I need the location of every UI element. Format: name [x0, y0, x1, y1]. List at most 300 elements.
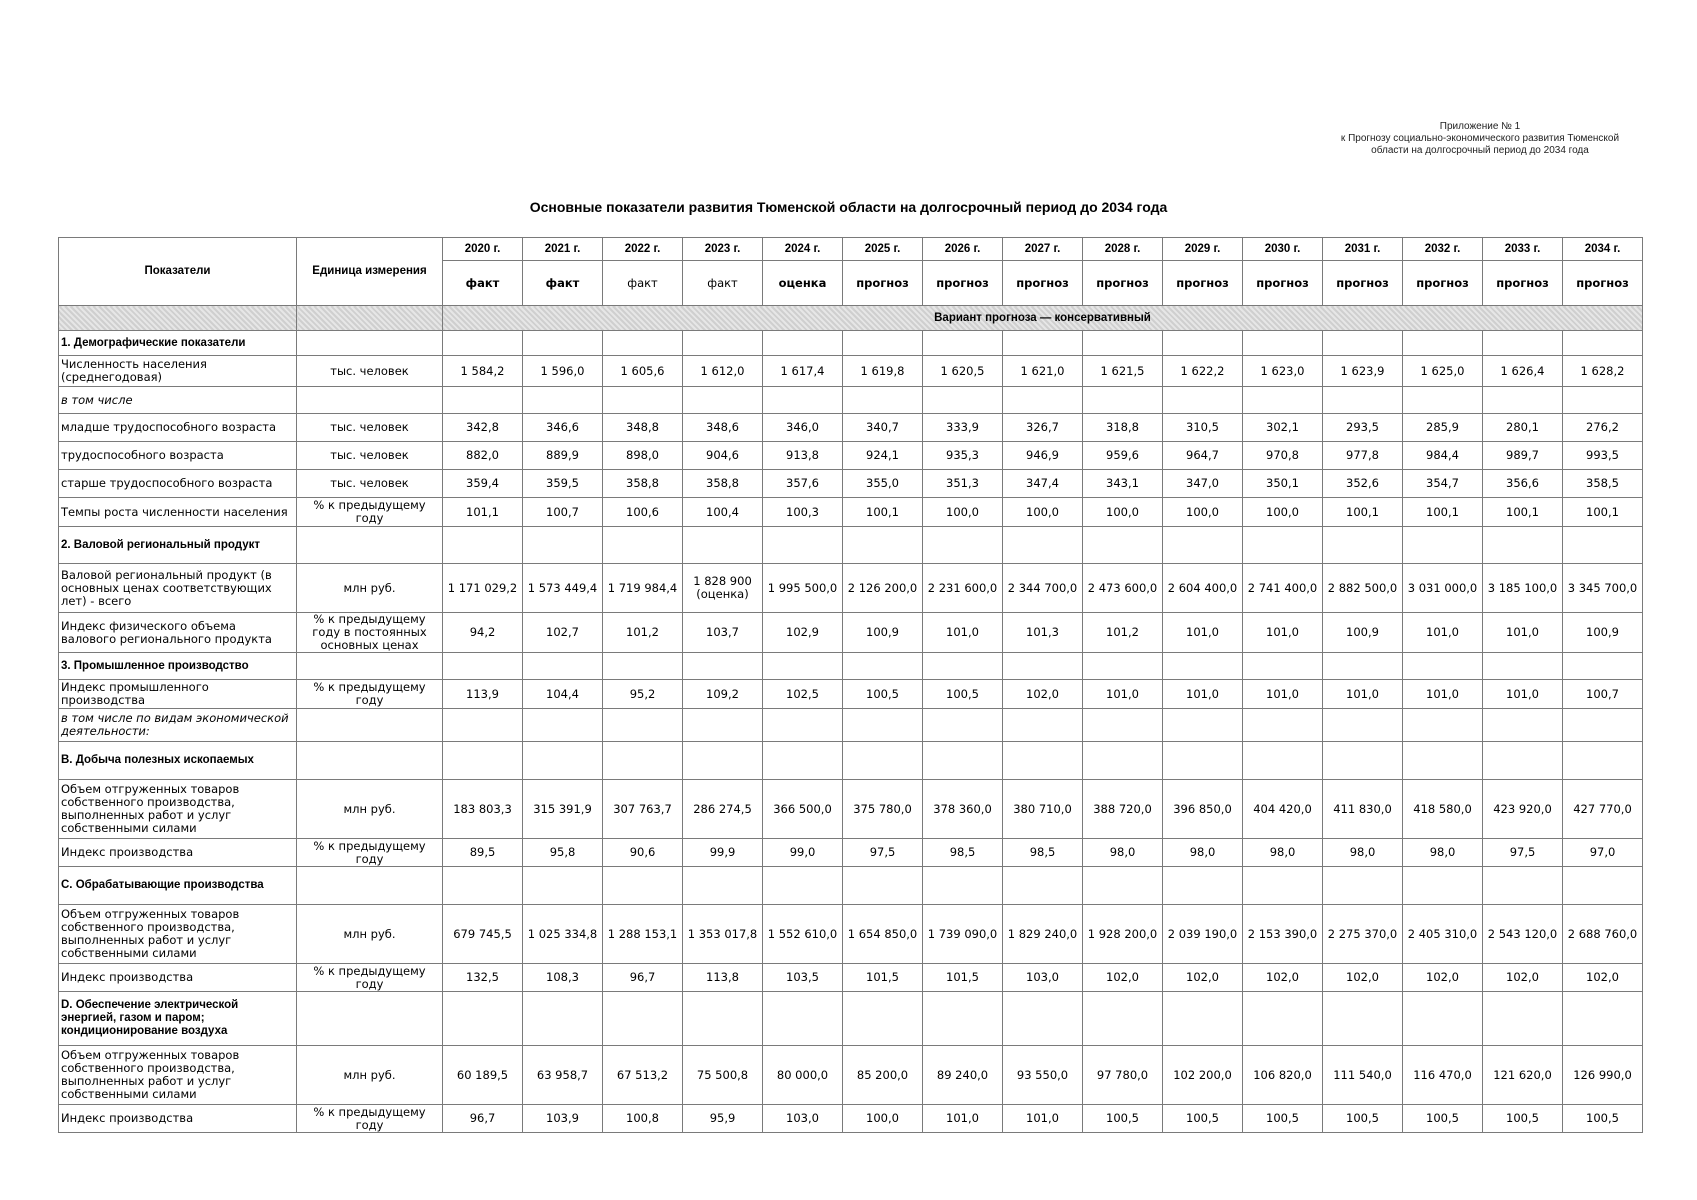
subsection-title: D. Обеспечение электрической энергией, газом и паром; кондиционирование воздуха — [59, 992, 297, 1046]
value-cell — [1243, 709, 1323, 742]
value-cell — [843, 709, 923, 742]
value-cell: 100,5 — [843, 680, 923, 709]
value-cell — [443, 387, 523, 414]
value-cell: 882,0 — [443, 442, 523, 470]
indicator-name: Индекс производства — [59, 964, 297, 992]
value-cell — [1003, 387, 1083, 414]
value-cell: 315 391,9 — [523, 780, 603, 839]
value-cell — [1003, 992, 1083, 1046]
value-cell — [1323, 709, 1403, 742]
value-cell: 1 621,0 — [1003, 356, 1083, 387]
appendix-line-3: области на долгосрочный период до 2034 года — [1371, 145, 1589, 156]
header-year: 2025 г. — [843, 238, 923, 261]
value-cell: 358,8 — [683, 470, 763, 498]
value-cell: 113,9 — [443, 680, 523, 709]
unit-cell — [297, 709, 443, 742]
value-cell: 100,9 — [1323, 613, 1403, 653]
value-cell: 935,3 — [923, 442, 1003, 470]
unit-cell: % к предыдущему году — [297, 964, 443, 992]
value-cell: 1 623,0 — [1243, 356, 1323, 387]
document-title: Основные показатели развития Тюменской области на долгосрочный период до 2034 года — [529, 199, 1168, 215]
value-cell — [603, 742, 683, 780]
value-cell: 310,5 — [1163, 414, 1243, 442]
value-cell — [923, 653, 1003, 680]
value-cell: 355,0 — [843, 470, 923, 498]
value-cell: 1 626,4 — [1483, 356, 1563, 387]
value-cell: 346,6 — [523, 414, 603, 442]
value-cell: 102 200,0 — [1163, 1046, 1243, 1105]
value-cell: 285,9 — [1403, 414, 1483, 442]
value-cell — [443, 742, 523, 780]
value-cell — [1243, 331, 1323, 356]
value-cell — [1323, 331, 1403, 356]
value-cell: 98,0 — [1083, 839, 1163, 867]
value-cell: 1 621,5 — [1083, 356, 1163, 387]
value-cell — [1563, 653, 1643, 680]
unit-cell: млн руб. — [297, 564, 443, 613]
value-cell: 679 745,5 — [443, 905, 523, 964]
value-cell: 98,0 — [1163, 839, 1243, 867]
value-cell: 352,6 — [1323, 470, 1403, 498]
value-cell: 100,5 — [1403, 1105, 1483, 1133]
value-cell: 103,0 — [763, 1105, 843, 1133]
value-cell — [683, 653, 763, 680]
value-cell: 100,6 — [603, 498, 683, 527]
value-cell: 1 654 850,0 — [843, 905, 923, 964]
table-row — [59, 387, 1643, 414]
value-cell: 101,3 — [1003, 613, 1083, 653]
value-cell — [683, 527, 763, 564]
value-cell: 293,5 — [1323, 414, 1403, 442]
value-cell: 970,8 — [1243, 442, 1323, 470]
value-cell: 80 000,0 — [763, 1046, 843, 1105]
value-cell: 100,0 — [1083, 498, 1163, 527]
header-status: прогноз — [1163, 261, 1243, 306]
value-cell — [1403, 867, 1483, 905]
value-cell — [1323, 387, 1403, 414]
value-cell — [683, 867, 763, 905]
value-cell: 96,7 — [443, 1105, 523, 1133]
value-cell — [603, 709, 683, 742]
value-cell: 1 620,5 — [923, 356, 1003, 387]
value-cell: 101,0 — [1003, 1105, 1083, 1133]
value-cell — [1483, 653, 1563, 680]
section-title: 3. Промышленное производство — [59, 653, 297, 680]
value-cell — [843, 992, 923, 1046]
unit-cell — [297, 331, 443, 356]
value-cell: 98,5 — [923, 839, 1003, 867]
value-cell: 375 780,0 — [843, 780, 923, 839]
value-cell: 94,2 — [443, 613, 523, 653]
value-cell: 101,0 — [1083, 680, 1163, 709]
value-cell — [603, 527, 683, 564]
value-cell: 343,1 — [1083, 470, 1163, 498]
value-cell: 346,0 — [763, 414, 843, 442]
value-cell: 116 470,0 — [1403, 1046, 1483, 1105]
unit-cell: тыс. человек — [297, 356, 443, 387]
value-cell — [1403, 527, 1483, 564]
value-cell — [1083, 653, 1163, 680]
indicator-name: Индекс производства — [59, 1105, 297, 1133]
unit-cell — [297, 527, 443, 564]
unit-cell: % к предыдущему году в постоянных основных ценах — [297, 613, 443, 653]
value-cell: 101,2 — [603, 613, 683, 653]
value-cell: 100,5 — [1163, 1105, 1243, 1133]
value-cell — [523, 867, 603, 905]
value-cell: 358,5 — [1563, 470, 1643, 498]
value-cell: 89 240,0 — [923, 1046, 1003, 1105]
value-cell: 348,8 — [603, 414, 683, 442]
indicator-name: Темпы роста численности населения — [59, 498, 297, 527]
value-cell: 359,5 — [523, 470, 603, 498]
unit-cell — [297, 653, 443, 680]
value-cell: 101,0 — [1403, 680, 1483, 709]
value-cell: 103,0 — [1003, 964, 1083, 992]
indicator-name: Валовой региональный продукт (в основных ценах соответствующих лет) - всего — [59, 564, 297, 613]
value-cell: 102,9 — [763, 613, 843, 653]
variant-label: Вариант прогноза — консервативный — [443, 306, 1643, 331]
value-cell: 1 617,4 — [763, 356, 843, 387]
value-cell — [603, 331, 683, 356]
unit-cell: тыс. человек — [297, 442, 443, 470]
value-cell: 318,8 — [1083, 414, 1163, 442]
value-cell — [763, 527, 843, 564]
value-cell: 113,8 — [683, 964, 763, 992]
value-cell — [683, 992, 763, 1046]
header-year: 2034 г. — [1563, 238, 1643, 261]
value-cell: 102,0 — [1403, 964, 1483, 992]
value-cell: 101,0 — [1403, 613, 1483, 653]
value-cell: 326,7 — [1003, 414, 1083, 442]
value-cell: 347,4 — [1003, 470, 1083, 498]
value-cell: 350,1 — [1243, 470, 1323, 498]
value-cell: 100,8 — [603, 1105, 683, 1133]
value-cell — [843, 331, 923, 356]
value-cell: 380 710,0 — [1003, 780, 1083, 839]
value-cell: 98,0 — [1323, 839, 1403, 867]
value-cell — [1483, 709, 1563, 742]
value-cell: 101,0 — [1243, 613, 1323, 653]
value-cell: 964,7 — [1163, 442, 1243, 470]
appendix-line-1: Приложение № 1 — [1439, 121, 1521, 132]
value-cell: 1 353 017,8 — [683, 905, 763, 964]
value-cell — [1323, 867, 1403, 905]
value-cell — [1083, 709, 1163, 742]
value-cell — [1323, 653, 1403, 680]
value-cell — [1483, 992, 1563, 1046]
value-cell — [1003, 742, 1083, 780]
table-row — [59, 527, 1643, 564]
value-cell — [923, 742, 1003, 780]
value-cell — [1483, 331, 1563, 356]
value-cell — [1403, 653, 1483, 680]
value-cell: 100,3 — [763, 498, 843, 527]
subsection-title: C. Обрабатывающие производства — [59, 867, 297, 905]
value-cell — [763, 867, 843, 905]
value-cell — [1163, 867, 1243, 905]
value-cell — [1403, 742, 1483, 780]
value-cell: 307 763,7 — [603, 780, 683, 839]
value-cell: 75 500,8 — [683, 1046, 763, 1105]
value-cell: 97,5 — [843, 839, 923, 867]
value-cell: 1 596,0 — [523, 356, 603, 387]
value-cell: 101,0 — [1163, 680, 1243, 709]
indicator-name: Объем отгруженных товаров собственного производства, выполненных работ и услуг собственными силами — [59, 905, 297, 964]
value-cell: 99,0 — [763, 839, 843, 867]
value-cell — [1563, 742, 1643, 780]
value-cell: 357,6 — [763, 470, 843, 498]
value-cell: 348,6 — [683, 414, 763, 442]
value-cell — [443, 709, 523, 742]
value-cell: 126 990,0 — [1563, 1046, 1643, 1105]
table-row — [59, 680, 1643, 709]
value-cell: 100,9 — [843, 613, 923, 653]
value-cell: 333,9 — [923, 414, 1003, 442]
section-title: 1. Демографические показатели — [59, 331, 297, 356]
header-year: 2024 г. — [763, 238, 843, 261]
value-cell: 959,6 — [1083, 442, 1163, 470]
value-cell: 90,6 — [603, 839, 683, 867]
value-cell: 359,4 — [443, 470, 523, 498]
value-cell: 1 605,6 — [603, 356, 683, 387]
value-cell: 358,8 — [603, 470, 683, 498]
value-cell: 2 231 600,0 — [923, 564, 1003, 613]
value-cell: 2 275 370,0 — [1323, 905, 1403, 964]
value-cell: 1 719 984,4 — [603, 564, 683, 613]
header-year: 2022 г. — [603, 238, 683, 261]
value-cell: 396 850,0 — [1163, 780, 1243, 839]
value-cell: 98,5 — [1003, 839, 1083, 867]
value-cell — [523, 709, 603, 742]
value-cell: 102,0 — [1003, 680, 1083, 709]
value-cell: 100,5 — [1323, 1105, 1403, 1133]
value-cell — [1163, 742, 1243, 780]
indicator-name: старше трудоспособного возраста — [59, 470, 297, 498]
value-cell: 95,8 — [523, 839, 603, 867]
value-cell: 351,3 — [923, 470, 1003, 498]
value-cell: 100,1 — [1323, 498, 1403, 527]
unit-cell — [297, 387, 443, 414]
table-row — [59, 470, 1643, 498]
value-cell — [843, 387, 923, 414]
value-cell: 347,0 — [1163, 470, 1243, 498]
value-cell — [1243, 387, 1323, 414]
value-cell: 101,0 — [1163, 613, 1243, 653]
value-cell — [1083, 527, 1163, 564]
header-year: 2029 г. — [1163, 238, 1243, 261]
value-cell: 100,5 — [1083, 1105, 1163, 1133]
table-row — [59, 1105, 1643, 1133]
table-row — [59, 867, 1643, 905]
unit-cell: % к предыдущему году — [297, 839, 443, 867]
header-status: прогноз — [1323, 261, 1403, 306]
value-cell: 404 420,0 — [1243, 780, 1323, 839]
header-status: факт — [683, 261, 763, 306]
value-cell — [443, 992, 523, 1046]
value-cell: 98,0 — [1403, 839, 1483, 867]
value-cell: 2 473 600,0 — [1083, 564, 1163, 613]
value-cell: 3 185 100,0 — [1483, 564, 1563, 613]
indicator-name: Индекс производства — [59, 839, 297, 867]
value-cell: 100,0 — [923, 498, 1003, 527]
value-cell — [443, 867, 523, 905]
value-cell: 101,0 — [1483, 613, 1563, 653]
unit-cell — [297, 992, 443, 1046]
value-cell: 366 500,0 — [763, 780, 843, 839]
value-cell — [1083, 331, 1163, 356]
value-cell: 100,0 — [1003, 498, 1083, 527]
table-row — [59, 414, 1643, 442]
table-row — [59, 905, 1643, 964]
value-cell: 418 580,0 — [1403, 780, 1483, 839]
value-cell: 95,9 — [683, 1105, 763, 1133]
value-cell — [1243, 867, 1323, 905]
indicator-name: младше трудоспособного возраста — [59, 414, 297, 442]
value-cell: 286 274,5 — [683, 780, 763, 839]
value-cell: 378 360,0 — [923, 780, 1003, 839]
value-cell: 101,0 — [923, 613, 1003, 653]
value-cell: 100,1 — [1483, 498, 1563, 527]
value-cell — [1163, 653, 1243, 680]
indicator-name: трудоспособного возраста — [59, 442, 297, 470]
value-cell: 108,3 — [523, 964, 603, 992]
table-row — [59, 992, 1643, 1046]
header-status: оценка — [763, 261, 843, 306]
value-cell: 100,5 — [1243, 1105, 1323, 1133]
table-row — [59, 780, 1643, 839]
header-year: 2026 г. — [923, 238, 1003, 261]
header-year: 2031 г. — [1323, 238, 1403, 261]
value-cell: 1 625,0 — [1403, 356, 1483, 387]
value-cell: 993,5 — [1563, 442, 1643, 470]
value-cell — [523, 331, 603, 356]
value-cell — [603, 992, 683, 1046]
variant-row — [59, 306, 1643, 331]
value-cell — [923, 331, 1003, 356]
note-label: в том числе — [59, 387, 297, 414]
value-cell: 2 405 310,0 — [1403, 905, 1483, 964]
value-cell: 1 623,9 — [1323, 356, 1403, 387]
value-cell: 1 025 334,8 — [523, 905, 603, 964]
value-cell: 132,5 — [443, 964, 523, 992]
table-row — [59, 564, 1643, 613]
value-cell: 1 619,8 — [843, 356, 923, 387]
value-cell — [1563, 709, 1643, 742]
value-cell: 356,6 — [1483, 470, 1563, 498]
value-cell — [1083, 867, 1163, 905]
value-cell — [1243, 653, 1323, 680]
value-cell: 95,2 — [603, 680, 683, 709]
value-cell — [683, 331, 763, 356]
value-cell — [1083, 387, 1163, 414]
value-cell: 340,7 — [843, 414, 923, 442]
unit-cell: млн руб. — [297, 780, 443, 839]
value-cell: 103,5 — [763, 964, 843, 992]
value-cell: 98,0 — [1243, 839, 1323, 867]
header-unit: Единица измерения — [297, 238, 443, 306]
value-cell — [1003, 527, 1083, 564]
value-cell — [1403, 387, 1483, 414]
value-cell: 101,0 — [923, 1105, 1003, 1133]
indicator-name: Численность населения (среднегодовая) — [59, 356, 297, 387]
value-cell: 101,0 — [1243, 680, 1323, 709]
value-cell — [443, 527, 523, 564]
header-status: прогноз — [1403, 261, 1483, 306]
value-cell: 1 573 449,4 — [523, 564, 603, 613]
value-cell: 1 828 900 (оценка) — [683, 564, 763, 613]
value-cell — [443, 653, 523, 680]
header-status: прогноз — [923, 261, 1003, 306]
value-cell — [1403, 709, 1483, 742]
header-year: 2033 г. — [1483, 238, 1563, 261]
value-cell: 904,6 — [683, 442, 763, 470]
value-cell: 2 344 700,0 — [1003, 564, 1083, 613]
value-cell — [1323, 742, 1403, 780]
value-cell — [603, 653, 683, 680]
value-cell: 100,0 — [1243, 498, 1323, 527]
header-status: прогноз — [1563, 261, 1643, 306]
value-cell: 101,2 — [1083, 613, 1163, 653]
value-cell: 63 958,7 — [523, 1046, 603, 1105]
value-cell — [1163, 331, 1243, 356]
appendix-line-2: к Прогнозу социально-экономического развития Тюменской — [1340, 133, 1620, 144]
value-cell — [1003, 653, 1083, 680]
value-cell — [763, 709, 843, 742]
value-cell — [1243, 992, 1323, 1046]
value-cell — [1483, 742, 1563, 780]
value-cell: 1 739 090,0 — [923, 905, 1003, 964]
value-cell: 100,4 — [683, 498, 763, 527]
value-cell — [1563, 992, 1643, 1046]
header-year: 2030 г. — [1243, 238, 1323, 261]
value-cell — [923, 387, 1003, 414]
value-cell — [523, 742, 603, 780]
value-cell: 102,0 — [1483, 964, 1563, 992]
header-year: 2020 г. — [443, 238, 523, 261]
value-cell: 100,1 — [843, 498, 923, 527]
value-cell: 1 288 153,1 — [603, 905, 683, 964]
value-cell — [1563, 387, 1643, 414]
value-cell — [1483, 867, 1563, 905]
table-row — [59, 613, 1643, 653]
value-cell: 183 803,3 — [443, 780, 523, 839]
value-cell — [523, 653, 603, 680]
value-cell: 102,0 — [1563, 964, 1643, 992]
value-cell — [1163, 709, 1243, 742]
value-cell: 101,1 — [443, 498, 523, 527]
value-cell: 93 550,0 — [1003, 1046, 1083, 1105]
indicator-name: Индекс промышленного производства — [59, 680, 297, 709]
value-cell — [763, 331, 843, 356]
header-status: прогноз — [1483, 261, 1563, 306]
value-cell: 102,0 — [1163, 964, 1243, 992]
value-cell — [843, 527, 923, 564]
note-label: в том числе по видам экономической деятельности: — [59, 709, 297, 742]
value-cell: 104,4 — [523, 680, 603, 709]
appendix-note — [1290, 121, 1670, 157]
value-cell: 60 189,5 — [443, 1046, 523, 1105]
header-year: 2032 г. — [1403, 238, 1483, 261]
table-row — [59, 742, 1643, 780]
header-status: прогноз — [1003, 261, 1083, 306]
value-cell — [1563, 867, 1643, 905]
header-status: прогноз — [1083, 261, 1163, 306]
header-status: факт — [523, 261, 603, 306]
value-cell — [603, 867, 683, 905]
unit-cell: % к предыдущему году — [297, 680, 443, 709]
indicator-name: Объем отгруженных товаров собственного производства, выполненных работ и услуг собственными силами — [59, 1046, 297, 1105]
value-cell: 1 995 500,0 — [763, 564, 843, 613]
